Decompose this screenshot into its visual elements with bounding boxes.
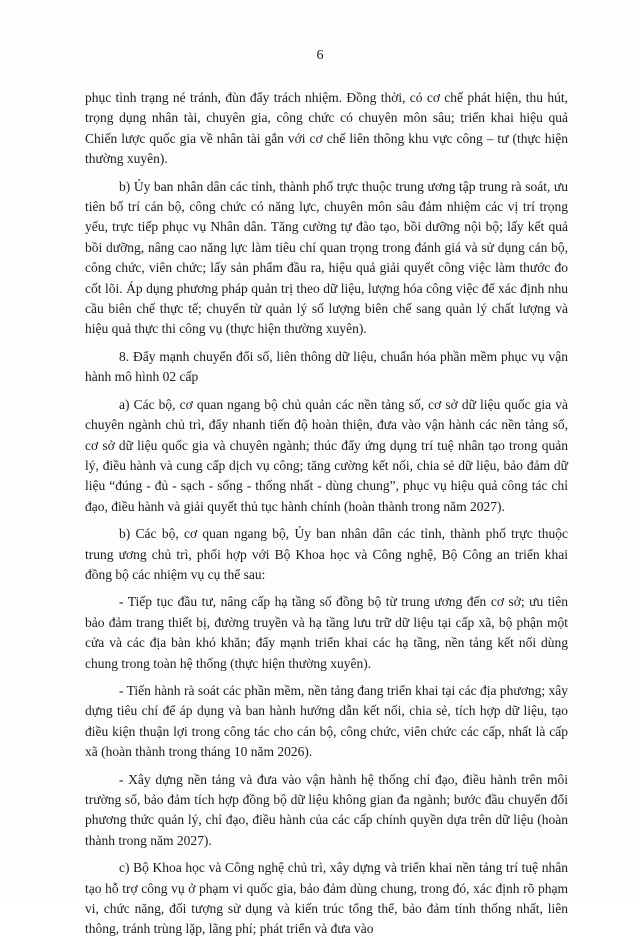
paragraph-8b: b) Các bộ, cơ quan ngang bộ, Ủy ban nhân dân các tỉnh, thành phố trực thuộc trung ương chủ trì, phối hợp với Bộ Khoa học và Công nghệ, Bộ Công an triển khai đồng bộ các nhiệm vụ cụ thể sau: [85,526,568,582]
paragraph-continuation: phục tình trạng né tránh, đùn đẩy trách nhiệm. Đồng thời, có cơ chế phát hiện, thu hút, trọng dụng nhân tài, chuyên gia, công chức có chuyên môn sâu; triển khai hiệu quả Chiến lược quốc gia về nhân tài gắn với cơ chế liên thông khu vực công – tư (thực hiện thường xuyên). [85,90,568,167]
section-heading-8: 8. Đẩy mạnh chuyển đổi số, liên thông dữ liệu, chuẩn hóa phần mềm phục vụ vận hành mô hình 02 cấp [85,348,568,385]
document-body [85,88,568,947]
bullet-item-platform: - Xây dựng nền tảng và đưa vào vận hành hệ thống chỉ đạo, điều hành trên môi trường số, bảo đảm tích hợp đồng bộ dữ liệu không gian đa ngành; bước đầu chuyển đổi phương thức quản lý, chỉ đạo, điều hành của các cấp chính quyền dựa trên dữ liệu (hoàn thành trong năm 2027). [85,771,568,848]
bullet-item-infrastructure: - Tiếp tục đầu tư, nâng cấp hạ tầng số đồng bộ từ trung ương đến cơ sở; ưu tiên bảo đảm trang thiết bị, đường truyền và hạ tầng lưu trữ dữ liệu tại cấp xã, bộ phận một cửa và các địa bàn khó khăn; đẩy mạnh triển khai các hạ tầng, nền tảng kết nối dùng chung trong toàn hệ thống (thực hiện thường xuyên). [85,594,568,671]
bullet-item-software-review: - Tiến hành rà soát các phần mềm, nền tảng đang triển khai tại các địa phương; xây dựng tiêu chí để áp dụng và ban hành hướng dẫn kết nối, chia sẻ, tích hợp dữ liệu, tạo điều kiện thuận lợi trong công tác cho cán bộ, công chức, viên chức các cấp, nhất là cấp xã (hoàn thành trong tháng 10 năm 2026). [85,682,568,760]
page-number: 6 [316,48,324,63]
paragraph-8c: c) Bộ Khoa học và Công nghệ chủ trì, xây dựng và triển khai nền tảng trí tuệ nhân tạo hỗ trợ công vụ ở phạm vi quốc gia, bảo đảm dùng chung, trong đó, xác định rõ phạm vi, chức năng, đối tượng sử dụng và kiến trúc tổng thể, bảo đảm tính thống nhất, liên thông, tránh trùng lặp, lãng phí; phát triển và đưa vào [85,860,568,937]
paragraph-8a: a) Các bộ, cơ quan ngang bộ chủ quản các nền tảng số, cơ sở dữ liệu quốc gia và chuyên ngành chủ trì, đẩy nhanh tiến độ hoàn thiện, đưa vào vận hành các nền tảng số, cơ sở dữ liệu quốc gia và chuyên ngành; thúc đẩy ứng dụng trí tuệ nhân tạo trong quản lý, điều hành và cung cấp dịch vụ công; tăng cường kết nối, chia sẻ dữ liệu, bảo đảm dữ liệu “đúng - đủ - sạch - sống - thống nhất - dùng chung”, phục vụ hiệu quả công tác chỉ đạo, điều hành và giải quyết thủ tục hành chính (hoàn thành trong năm 2027). [85,396,568,514]
paragraph-7b: b) Ủy ban nhân dân các tỉnh, thành phố trực thuộc trung ương tập trung rà soát, ưu tiên bố trí cán bộ, công chức có năng lực, chuyên môn sâu đảm nhiệm các vị trí trọng yếu, trực tiếp phục vụ Nhân dân. Tăng cường tự đào tạo, bồi dưỡng nội bộ; lấy kết quả bồi dưỡng, nâng cao năng lực làm tiêu chí quan trọng trong đánh giá và sử dụng cán bộ, công chức, viên chức; lấy sản phẩm đầu ra, hiệu quả giải quyết công việc làm thước đo cốt lõi. Áp dụng phương pháp quản trị theo dữ liệu, lượng hóa công việc để xác định nhu cầu biên chế thực tế; chuyển từ quản lý số lượng biên chế sang quản lý chất lượng và hiệu quả thực thi công vụ (thực hiện thường xuyên). [85,178,568,337]
